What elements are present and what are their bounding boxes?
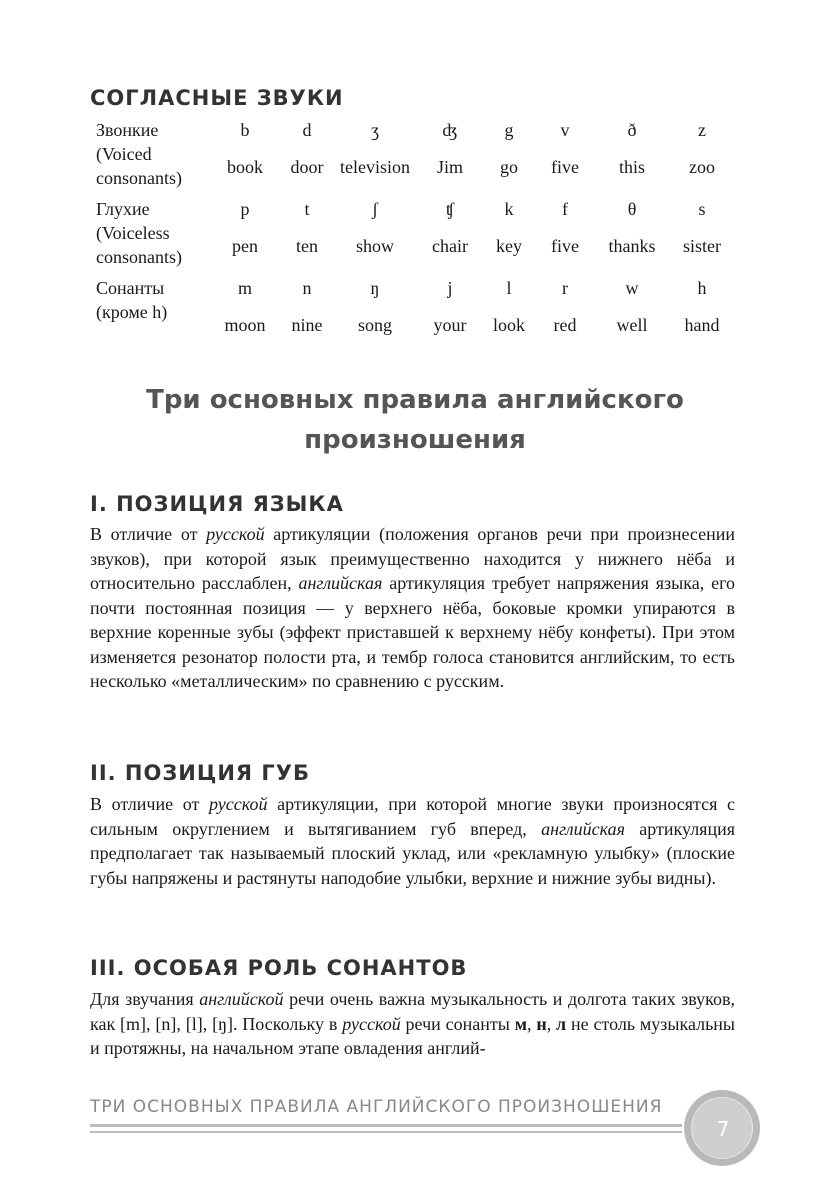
consonant-cell [600,276,664,344]
consonant-cell [338,276,412,344]
consonant-cell [214,118,276,197]
phonetic-symbol: g [504,120,514,140]
text-run: не столь музыкальны и протяжны, на начальном этапе овладения англий- [90,1013,736,1058]
emphasis-text: русской [206,524,265,544]
consonant-cell [600,118,664,197]
section-3-heading: III. ОСОБАЯ РОЛЬ СОНАНТОВ [90,956,468,980]
phonetic-symbol: n [302,278,312,298]
row-label-line: consonants) [96,168,182,188]
text-run: артикуляции, при которой многие звуки произносятся с сильным округлением и вытягиванием губ вперед, [90,794,736,839]
consonant-row [90,276,740,344]
emphasis-text: английская [541,818,625,839]
text-run: артикуляции (положения органов речи при произнесении звуков), при которой язык преимущественно находится у нижнего нёба и относительно расслаблен, [90,524,736,593]
phonetic-symbol: ŋ [370,278,380,298]
phonetic-symbol: ʃ [372,199,378,219]
phonetic-symbol: ʤ [442,120,458,140]
consonant-cell [530,197,600,276]
section-1-heading: I. ПОЗИЦИЯ ЯЗЫКА [90,492,344,516]
example-word: five [551,236,579,256]
example-word: go [500,157,518,177]
bold-text: м [514,1013,527,1034]
row-label-line: Сонанты [96,278,165,298]
emphasis-text: английской [199,989,284,1009]
emphasis-text: русской [208,794,268,814]
example-word: nine [291,315,323,335]
consonant-cell [488,276,530,344]
phonetic-symbol: p [240,199,250,219]
phonetic-symbol: s [698,199,706,219]
section-1-paragraph [90,522,735,694]
example-word: television [340,157,410,177]
phonetic-symbol: v [560,120,570,140]
consonant-cell [338,118,412,197]
page-title [90,380,740,460]
example-word: hand [684,315,720,335]
footer-rule [90,1124,682,1127]
phonetic-symbol: h [697,278,707,298]
emphasis-text: английская [298,573,383,593]
example-word: song [357,315,392,335]
phonetic-symbol: ʒ [371,120,379,140]
example-word: look [492,315,525,335]
example-word: key [496,236,522,256]
example-word: door [290,157,324,177]
consonant-row [90,118,740,197]
phonetic-symbol: m [237,278,252,298]
consonant-row [90,197,740,276]
consonants-table [90,118,740,344]
row-label-line: (Voiced [96,144,152,164]
section-2-paragraph [90,792,735,890]
page-title-line-2: произношения [304,425,526,455]
text-run: артикуляция требует напряжения языка, его почти постоянная позиция — у верхнего нёба, боковые кромки упираются в верхние коренные зубы (эффект приставшей к верхнему нёбу конфеты). При этом изменяется резонатор полости рта, и тембр голоса становится английским, то есть несколько «металлическим» по сравнению с русским. [90,573,735,691]
row-label-line: (Voiceless [96,223,170,243]
phonetic-symbol: θ [627,199,637,219]
phonetic-symbol: f [562,199,568,219]
example-word: five [551,157,579,177]
section-3-paragraph [90,987,735,1061]
consonant-cell [530,276,600,344]
text-run: речи очень важна музыкальность и долгота таких звуков, как [m], [n], [l], [ŋ]. Поскольку в [90,989,735,1034]
phonetic-symbol: b [240,120,250,140]
text-run: Для звучания [90,989,200,1009]
row-label-line: Звонкие [96,120,159,140]
running-footer-title: ТРИ ОСНОВНЫХ ПРАВИЛА АНГЛИЙСКОГО ПРОИЗНОШЕНИЯ [90,1097,663,1117]
text-run: речи сонанты [400,1013,515,1034]
example-word: this [618,157,645,177]
consonant-cell [412,118,488,197]
row-label [90,276,214,344]
text-run: В отличие от [90,794,209,814]
row-label [90,197,214,276]
consonant-cell [412,276,488,344]
text-run: , [546,1013,557,1034]
consonant-cell [214,197,276,276]
consonant-cell [488,197,530,276]
phonetic-symbol: d [302,120,312,140]
section-2-heading: II. ПОЗИЦИЯ ГУБ [90,761,310,785]
example-word: chair [432,236,468,256]
consonant-cell [214,276,276,344]
consonant-cell [664,197,740,276]
row-label-line: (кроме h) [96,302,168,322]
phonetic-symbol: ʧ [445,199,455,219]
phonetic-symbol: l [506,278,512,298]
row-label-line: consonants) [96,247,182,267]
page-number-badge [684,1090,760,1166]
phonetic-symbol: r [562,278,568,298]
phonetic-symbol: t [304,199,310,219]
text-run: артикуляция предполагает так называемый плоский уклад, или «рекламную улыбку» (плоские губы напряжены и растянуты наподобие улыбки, верхние и нижние зубы видны). [90,818,736,888]
example-word: thanks [608,236,656,256]
consonants-heading: СОГЛАСНЫЕ ЗВУКИ [90,86,344,110]
phonetic-symbol: z [698,120,706,140]
phonetic-symbol: j [447,278,453,298]
consonant-cell [412,197,488,276]
row-label [90,118,214,197]
example-word: moon [224,315,266,335]
emphasis-text: русской [342,1013,401,1034]
consonant-cell [276,197,338,276]
consonant-cell [488,118,530,197]
example-word: red [553,315,577,335]
consonant-cell [600,197,664,276]
example-word: pen [232,236,258,256]
text-run: , [526,1013,537,1034]
example-word: zoo [689,157,715,177]
row-label-line: Глухие [96,199,150,219]
example-word: book [227,157,263,177]
page-number-inner [691,1097,753,1159]
phonetic-symbol: ð [627,120,637,140]
consonant-cell [338,197,412,276]
example-word: your [433,315,467,335]
bold-text: н [536,1013,547,1034]
consonant-cell [276,118,338,197]
example-word: sister [683,236,721,256]
text-run: В отличие от [90,524,207,544]
page-number: 7 [716,1117,730,1141]
example-word: Jim [436,157,463,177]
consonant-cell [664,276,740,344]
page-title-line-1: Три основных правила английского [146,385,684,415]
phonetic-symbol: w [625,278,639,298]
bold-text: л [556,1013,567,1034]
example-word: show [355,236,394,256]
consonant-cell [530,118,600,197]
example-word: ten [296,236,318,256]
consonant-cell [276,276,338,344]
footer-rule-thin [90,1131,682,1133]
consonant-cell [664,118,740,197]
example-word: well [616,315,648,335]
phonetic-symbol: k [504,199,514,219]
